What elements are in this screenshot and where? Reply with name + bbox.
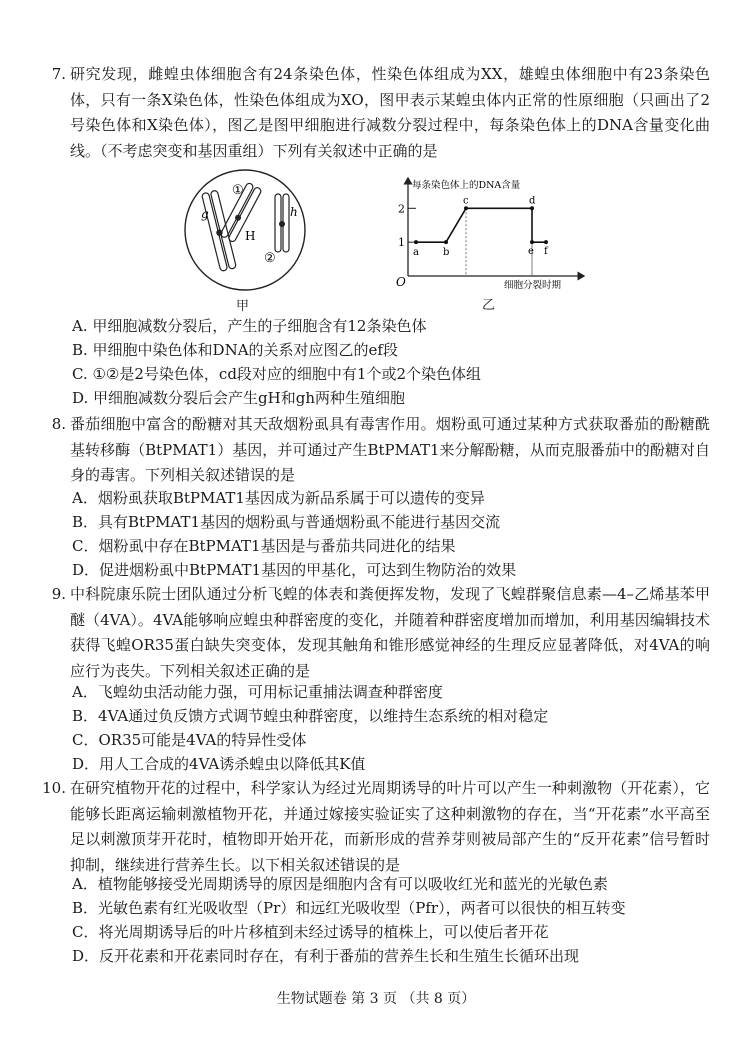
label-h: h <box>290 205 298 219</box>
question-number: 9. <box>51 585 66 603</box>
option-7c: C. ①②是2号染色体，cd段对应的细胞中有1个或2个染色体组 <box>72 365 482 383</box>
question-stem: 研究发现，雌蝗虫体细胞含有24条染色体，性染色体组成为XX，雄蝗虫体细胞中有23条染色体，只有一条X染色体，性染色体组成为XO，图甲表示某蝗虫体内正常的性原细胞（只画出了2号染色体和X染色体），图乙是图甲细胞进行减数分裂过程中，每条染色体上的DNA含量变化曲线。（不考虑突变和基因重组）下列有关叙述中正确的是 <box>70 65 710 160</box>
option-9c: C．OR35可能是4VA的特异性受体 <box>72 731 307 749</box>
data-point-d <box>530 206 534 210</box>
y-tick-2: 2 <box>398 202 405 216</box>
question-stem: 中科院康乐院士团队通过分析飞蝗的体表和粪便挥发物，发现了飞蝗群聚信息素—4–乙烯基苯甲醚（4VA）。4VA能够响应蝗虫种群密度的变化，并随着种群密度增加而增加，利用基因编辑技术获得飞蝗OR35蛋白缺失突变体，发现其触角和锥形感觉神经的生理反应显著降低，对4VA的响应行为丧失。下列相关叙述正确的是 <box>70 585 710 680</box>
option-8a: A．烟粉虱获取BtPMAT1基因成为新品系属于可以遗传的变异 <box>72 489 485 507</box>
series-line <box>416 208 546 242</box>
option-7b: B. 甲细胞中染色体和DNA的关系对应图乙的ef段 <box>72 341 398 359</box>
data-point-f <box>544 240 548 244</box>
option-10c: C．将光周期诱导后的叶片移植到未经过诱导的植株上，可以使后者开花 <box>72 923 549 941</box>
origin-label: O <box>396 275 406 289</box>
option-10d: D．反开花素和开花素同时存在，有利于番茄的营养生长和生殖生长循环出现 <box>72 947 580 965</box>
point-label-d: d <box>529 195 536 207</box>
figure-a-caption: 甲 <box>236 299 250 314</box>
dna-content-chart <box>390 172 590 312</box>
data-point-c <box>464 206 468 210</box>
label-H: H <box>245 229 256 243</box>
option-10a: A．植物能够接受光周期诱导的原因是细胞内含有可以吸收红光和蓝光的光敏色素 <box>72 875 608 893</box>
option-9b: B．4VA通过负反馈方式调节蝗虫种群密度，以维持生态系统的相对稳定 <box>72 707 549 725</box>
data-point-b <box>444 240 448 244</box>
point-label-c: c <box>463 195 469 207</box>
point-label-a: a <box>413 247 419 259</box>
point-label-e: e <box>528 246 534 258</box>
option-7d: D. 甲细胞减数分裂后会产生gH和gh两种生殖细胞 <box>72 389 405 407</box>
question-stem: 在研究植物开花的过程中，科学家认为经过光周期诱导的叶片可以产生一种刺激物（开花素），它能够长距离运输刺激植物开花，并通过嫁接实验证实了这种刺激物的存在，当“开花素”水平高至足以刺激顶芽开花时，植物即开始开花，而新形成的营养芽则被局部产生的“反开花素”信号暂时抑制，继续进行营养生长。以下相关叙述错误的是 <box>70 779 710 874</box>
x-axis-label: 细胞分裂时期 <box>504 280 562 291</box>
option-7a: A. 甲细胞减数分裂后，产生的子细胞含有12条染色体 <box>72 317 427 335</box>
question-stem: 番茄细胞中富含的酚糖对其天敌烟粉虱具有毒害作用。烟粉虱可通过某种方式获取番茄的酚糖酰基转移酶（BtPMAT1）基因，并可通过产生BtPMAT1来分解酚糖，从而克服番茄中的酚糖对自身的毒害。下列相关叙述错误的是 <box>70 415 710 484</box>
label-circle-1: ① <box>232 183 244 198</box>
data-point-e <box>530 240 534 244</box>
label-circle-2: ② <box>264 251 276 266</box>
figure-chart-b <box>390 172 590 312</box>
point-label-f: f <box>544 246 548 258</box>
figure-cell-a <box>178 160 318 314</box>
data-point-a <box>414 240 418 244</box>
figure-b-caption: 乙 <box>482 298 496 313</box>
option-9d: D．用人工合成的4VA诱杀蝗虫以降低其K值 <box>72 755 366 773</box>
option-8c: C．烟粉虱中存在BtPMAT1基因是与番茄共同进化的结果 <box>72 537 456 555</box>
question-number: 10. <box>42 779 66 797</box>
question-number: 8. <box>51 415 66 433</box>
point-label-b: b <box>443 247 450 259</box>
page-footer: 生物试题卷 第 3 页 （共 8 页） <box>276 991 476 1007</box>
question-number: 7. <box>51 65 66 83</box>
label-g: g <box>201 207 209 221</box>
cell-diagram <box>178 160 318 310</box>
option-8d: D．促进烟粉虱中BtPMAT1基因的甲基化，可达到生物防治的效果 <box>72 561 517 579</box>
y-tick-1: 1 <box>398 236 405 250</box>
y-axis-label: 每条染色体上的DNA含量 <box>412 180 521 191</box>
option-10b: B．光敏色素有红光吸收型（Pr）和远红光吸收型（Pfr），两者可以很快的相互转变 <box>72 899 626 917</box>
option-9a: A．飞蝗幼虫活动能力强，可用标记重捕法调查种群密度 <box>72 683 443 701</box>
option-8b: B．具有BtPMAT1基因的烟粉虱与普通烟粉虱不能进行基因交流 <box>72 513 501 531</box>
